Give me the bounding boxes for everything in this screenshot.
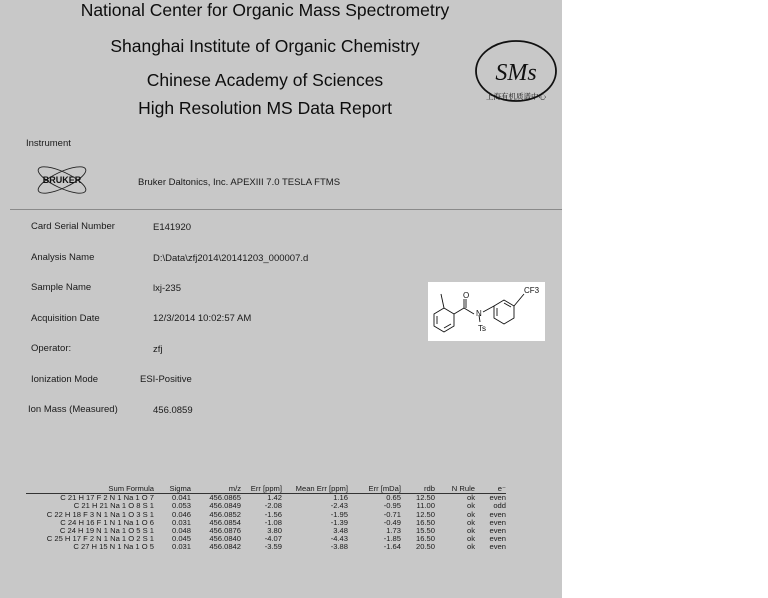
cell-formula: C 27 H 15 N 1 Na 1 O 5: [73, 542, 154, 552]
col-header-n-rule: N Rule: [435, 485, 475, 494]
cell-mean-err: 1.16: [333, 493, 348, 503]
cell-sigma: 0.046: [171, 509, 191, 519]
cell-electron: even: [489, 517, 506, 527]
field-label-analysis-name: Analysis Name: [31, 252, 95, 263]
cell-formula: C 22 H 18 F 3 N 1 Na 1 O 3 S 1: [46, 509, 154, 519]
cell-rdb: 20.50: [415, 542, 435, 552]
cell-mean-err: -1.95: [330, 509, 348, 519]
col-header-sigma: Sigma: [154, 485, 191, 494]
cell-err-ppm: -1.08: [264, 517, 282, 527]
cell-electron: even: [489, 526, 506, 536]
field-label-operator: Operator:: [31, 343, 72, 354]
cell-mean-err: -2.43: [330, 501, 348, 511]
results-table: [26, 485, 506, 552]
field-label-sample-name: Sample Name: [31, 282, 92, 293]
bruker-brand: BRUKER: [42, 175, 82, 185]
cell-formula: C 21 H 17 F 2 N 1 Na 1 O 7: [60, 493, 154, 503]
field-value-sample-name: lxj-235: [153, 283, 181, 294]
cell-sigma: 0.048: [171, 526, 191, 536]
cell-sigma: 0.031: [171, 542, 191, 552]
cell-rdb: 16.50: [415, 517, 435, 527]
cell-mz: 456.0842: [209, 542, 241, 552]
institute-logo: [470, 38, 562, 106]
field-label-acquisition-date: Acquisition Date: [31, 313, 100, 324]
cell-err-mda: -0.95: [383, 501, 401, 511]
instrument-description: Bruker Daltonics, Inc. APEXIII 7.0 TESLA FTMS: [138, 177, 341, 188]
field-value-ion-mass: 456.0859: [153, 405, 193, 416]
cell-mean-err: -1.39: [330, 517, 348, 527]
cell-n-rule: ok: [466, 509, 475, 519]
cell-rdb: 11.00: [416, 501, 435, 511]
structure-label-cf3: CF3: [524, 286, 540, 295]
cell-err-mda: 0.65: [386, 493, 401, 503]
report-title-line-4: High Resolution MS Data Report: [138, 98, 392, 118]
cell-err-ppm: -2.08: [264, 501, 282, 511]
cell-rdb: 12.50: [415, 509, 435, 519]
cell-n-rule: ok: [466, 501, 475, 511]
cell-mz: 456.0840: [209, 534, 241, 544]
cell-mz: 456.0876: [209, 526, 241, 536]
cell-formula: C 21 H 21 Na 1 O 8 S 1: [73, 501, 154, 511]
field-label-ionization-mode: Ionization Mode: [31, 374, 99, 385]
chemical-structure: [428, 282, 545, 341]
field-value-operator: zfj: [153, 344, 163, 355]
cell-electron: even: [489, 542, 506, 552]
cell-electron: even: [489, 534, 506, 544]
cell-sigma: 0.031: [171, 517, 191, 527]
cell-formula: C 24 H 16 F 1 N 1 Na 1 O 6: [60, 517, 154, 527]
report-title-line-3: Chinese Academy of Sciences: [146, 70, 384, 90]
divider: [10, 209, 562, 210]
cell-formula: C 24 H 19 N 1 Na 1 O 5 S 1: [59, 526, 154, 536]
cell-mean-err: -3.88: [330, 542, 348, 552]
cell-sigma: 0.045: [171, 534, 191, 544]
cell-err-mda: -1.64: [383, 542, 401, 552]
cell-sigma: 0.041: [171, 493, 191, 503]
cell-electron: even: [489, 509, 506, 519]
cell-electron: even: [489, 493, 506, 503]
col-header-mean-err: Mean Err [ppm]: [282, 485, 348, 494]
field-value-card-serial: E141920: [153, 222, 192, 233]
cell-n-rule: ok: [466, 534, 475, 544]
col-header-rdb: rdb: [401, 485, 435, 494]
cell-err-ppm: 3.80: [267, 526, 282, 536]
bruker-logo: [30, 162, 94, 198]
cell-mz: 456.0852: [209, 509, 241, 519]
cell-err-ppm: -1.56: [264, 509, 282, 519]
instrument-label: Instrument: [26, 138, 71, 149]
cell-rdb: 16.50: [415, 534, 435, 544]
cell-formula: C 25 H 17 F 2 N 1 Na 1 O 2 S 1: [46, 534, 154, 544]
cell-mz: 456.0854: [209, 517, 241, 527]
cell-mz: 456.0865: [209, 493, 241, 503]
cell-mean-err: -4.43: [330, 534, 348, 544]
field-label-ion-mass: Ion Mass (Measured): [28, 404, 118, 415]
cell-mz: 456.0849: [209, 501, 241, 511]
col-header-err-mda: Err [mDa]: [348, 485, 401, 494]
report-title-line-1: National Center for Organic Mass Spectrometry: [80, 0, 450, 20]
cell-err-ppm: -4.07: [264, 534, 282, 544]
cell-err-ppm: -3.59: [264, 542, 282, 552]
cell-electron: odd: [493, 501, 506, 511]
cell-err-mda: -1.85: [383, 534, 401, 544]
cell-n-rule: ok: [466, 517, 475, 527]
cell-err-mda: -0.71: [383, 509, 401, 519]
cell-sigma: 0.053: [171, 501, 191, 511]
col-header-err-ppm: Err [ppm]: [241, 485, 282, 494]
cell-n-rule: ok: [466, 493, 475, 503]
report-title-line-2: Shanghai Institute of Organic Chemistry: [110, 36, 420, 56]
field-value-acquisition-date: 12/3/2014 10:02:57 AM: [153, 313, 252, 324]
cell-rdb: 12.50: [415, 493, 435, 503]
field-value-ionization-mode: ESI-Positive: [140, 374, 192, 385]
field-value-analysis-name: D:\Data\zfj2014\20141203_000007.d: [153, 253, 309, 264]
col-header-electron: e⁻: [475, 485, 506, 494]
cell-n-rule: ok: [466, 542, 475, 552]
cell-n-rule: ok: [466, 526, 475, 536]
logo-text: 上海有机质谱中心: [486, 92, 546, 101]
cell-err-mda: 1.73: [386, 526, 401, 536]
col-header-mz: m/z: [191, 485, 241, 494]
logo-mark: SMs: [495, 60, 537, 86]
cell-mean-err: 3.48: [333, 526, 348, 536]
cell-err-ppm: 1.42: [267, 493, 282, 503]
structure-label-n: N: [476, 309, 482, 318]
cell-err-mda: -0.49: [383, 517, 401, 527]
table-row: [26, 543, 506, 551]
structure-label-ts: Ts: [478, 324, 486, 333]
col-header-sum-formula: Sum Formula: [26, 485, 154, 494]
field-label-card-serial: Card Serial Number: [31, 221, 115, 232]
cell-rdb: 15.50: [415, 526, 435, 536]
structure-label-o: O: [463, 291, 470, 300]
